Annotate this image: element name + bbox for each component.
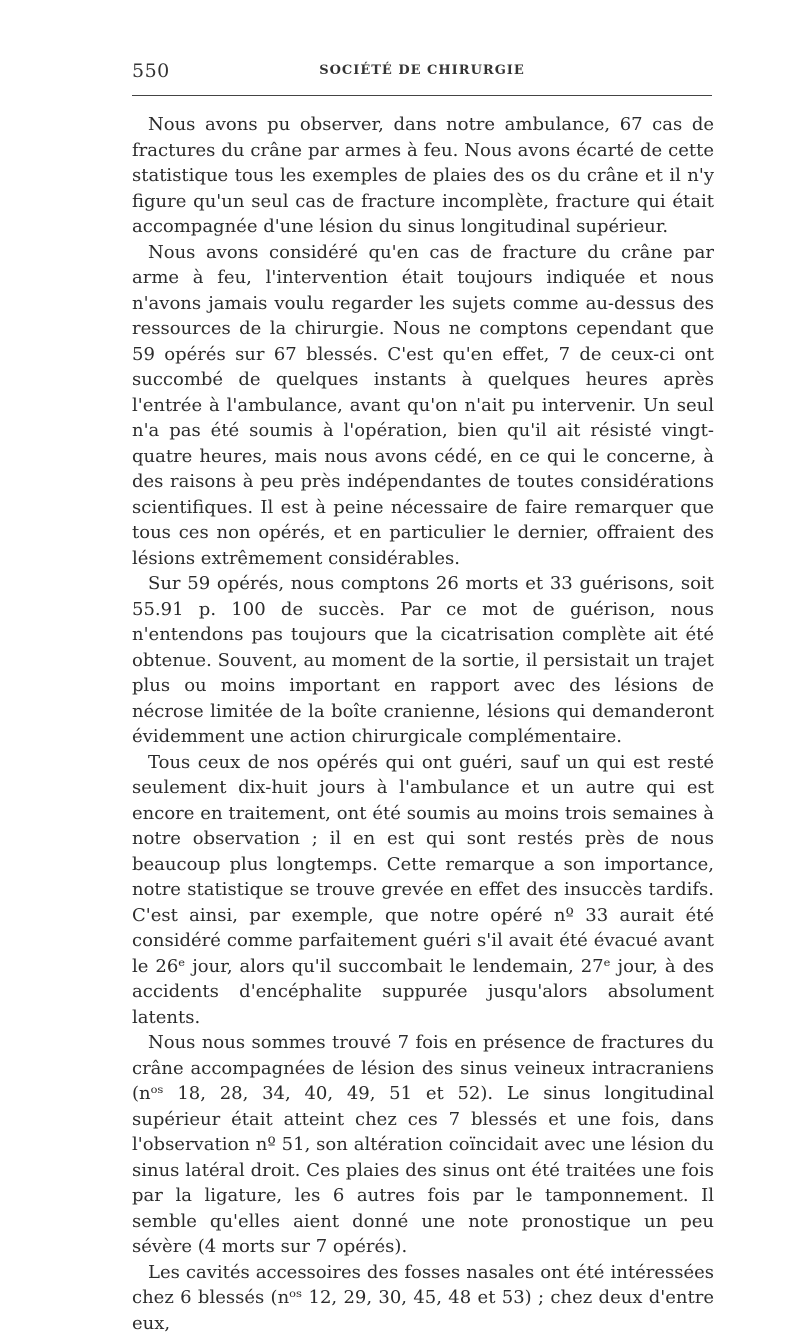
paragraph: Nous avons considéré qu'en cas de fracture du crâne par arme à feu, l'intervention était toujours indiquée et nous n'avons jamais voulu regarder les sujets comme au-dessus des ressources de la chirurgie. Nous ne comptons cependant que 59 opérés sur 67 blessés. C'est qu'en effet, 7 de ceux-ci ont succombé de quelques instants à quelques heures après l'entrée à l'ambulance, avant qu'on n'ait pu intervenir. Un seul n'a pas été soumis à l'opération, bien qu'il ait résisté vingt-quatre heures, mais nous avons cédé, en ce qui le concerne, à des raisons à peu près indépendantes de toutes considérations scientifiques. Il est à peine nécessaire de faire remarquer que tous ces non opérés, et en particulier le dernier, offraient des lésions extrêmement considérables. <box>132 240 714 572</box>
header-rule <box>132 95 712 96</box>
page-number: 550 <box>132 60 170 82</box>
page-header <box>132 56 712 86</box>
paragraph: Nous nous sommes trouvé 7 fois en présence de fractures du crâne accompagnées de lésion des sinus veineux intracraniens (nᵒˢ 18, 28, 34, 40, 49, 51 et 52). Le sinus longitudinal supérieur était atteint chez ces 7 blessés et une fois, dans l'observation nº 51, son altération coïncidait avec une lésion du sinus latéral droit. Ces plaies des sinus ont été traitées une fois par la ligature, les 6 autres fois par le tamponnement. Il semble qu'elles aient donné une note pronostique un peu sévère (4 morts sur 7 opérés). <box>132 1030 714 1260</box>
paragraph: Tous ceux de nos opérés qui ont guéri, sauf un qui est resté seulement dix-huit jours à l'ambulance et un autre qui est encore en traitement, ont été soumis au moins trois semaines à notre observation ; il en est qui sont restés près de nous beaucoup plus longtemps. Cette remarque a son importance, notre statistique se trouve grevée en effet des insuccès tardifs. C'est ainsi, par exemple, que notre opéré nº 33 aurait été considéré comme parfaitement guéri s'il avait été évacué avant le 26ᵉ jour, alors qu'il succombait le lendemain, 27ᵉ jour, à des accidents d'encéphalite suppurée jusqu'alors absolument latents. <box>132 750 714 1031</box>
paragraph: Les cavités accessoires des fosses nasales ont été intéressées chez 6 blessés (nᵒˢ 12, 29, 30, 45, 48 et 53) ; chez deux d'entre eux, <box>132 1260 714 1336</box>
running-head: SOCIÉTÉ DE CHIRURGIE <box>132 63 712 78</box>
paragraph: Nous avons pu observer, dans notre ambulance, 67 cas de fractures du crâne par armes à feu. Nous avons écarté de cette statistique tous les exemples de plaies des os du crâne et il n'y figure qu'un seul cas de fracture incomplète, fracture qui était accompagnée d'une lésion du sinus longitudinal supérieur. <box>132 112 714 240</box>
paragraph: Sur 59 opérés, nous comptons 26 morts et 33 guérisons, soit 55.91 p. 100 de succès. Par ce mot de guérison, nous n'entendons pas toujours que la cicatrisation complète ait été obtenue. Souvent, au moment de la sortie, il persistait un trajet plus ou moins important en rapport avec des lésions de nécrose limitée de la boîte cranienne, lésions qui demanderont évidemment une action chirurgicale complémentaire. <box>132 571 714 750</box>
body-text <box>132 112 714 1336</box>
